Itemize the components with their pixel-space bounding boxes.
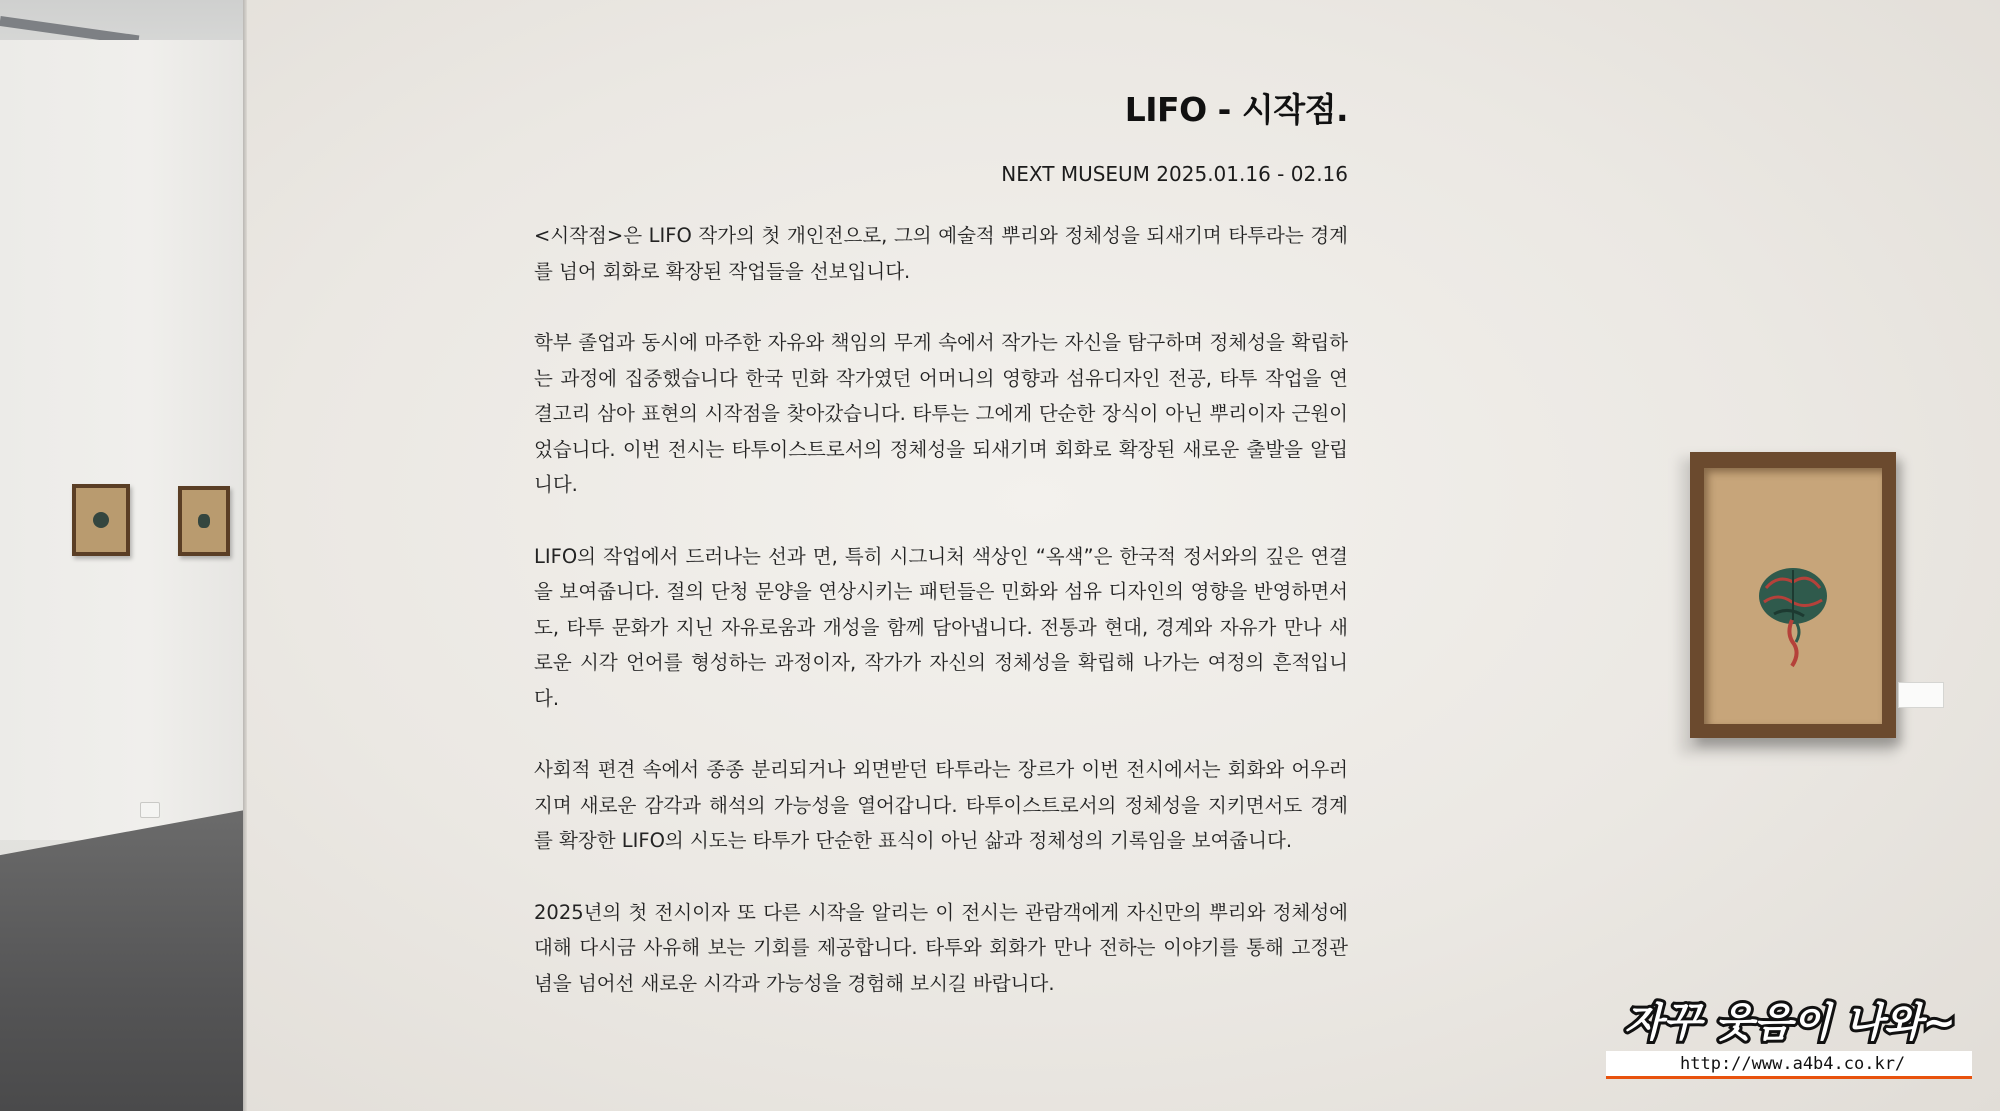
framed-artwork	[1690, 452, 1896, 738]
statement-paragraph-3: LIFO의 작업에서 드러나는 선과 면, 특히 시그니처 색상인 “옥색”은 한국적 정서와의 깊은 연결을 보여줍니다. 절의 단청 문양을 연상시키는 패턴들은 민화와 섬유 디자인의 영향을 반영하면서도, 타투 문화가 지닌 자유로움과 개성을 함께 담아냅니다. 전통과 현대, 경계와 자유가 만나 새로운 시각 언어를 형성하는 과정이자, 작가가 자신의 정체성을 확립해 나가는 여정의 흔적입니다.	[534, 544, 1348, 710]
artwork-motif	[198, 514, 210, 528]
statement-paragraph-5: 2025년의 첫 전시이자 또 다른 시작을 알리는 이 전시는 관람객에게 자신만의 뿌리와 정체성에 대해 다시금 사유해 보는 기회를 제공합니다. 타투와 회화가 만나 전하는 이야기를 통해 고정관념을 넘어선 새로운 시각과 가능성을 경험해 보시길 바랍니다.	[534, 900, 1348, 995]
artwork-board	[1704, 468, 1882, 724]
adjacent-gallery-room	[0, 0, 245, 1111]
artwork-motif	[93, 512, 109, 528]
small-framed-artwork-2	[178, 486, 230, 556]
statement-paragraph-2: 학부 졸업과 동시에 마주한 자유와 책임의 무게 속에서 작가는 자신을 탐구하며 정체성을 확립하는 과정에 집중했습니다 한국 민화 작가였던 어머니의 영향과 섬유디자인 전공, 타투 작업을 연결고리 삼아 표현의 시작점을 찾아갔습니다. 타투는 그에게 단순한 장식이 아닌 뿌리이자 근원이었습니다. 이번 전시는 타투이스트로서의 정체성을 되새기며 회화로 확장된 새로운 출발을 알립니다.	[534, 331, 1348, 496]
far-wall	[0, 40, 245, 840]
floor	[0, 810, 245, 1111]
small-framed-artwork-1	[72, 484, 130, 556]
statement-paragraph-1: <시작점>은 LIFO 작가의 첫 개인전으로, 그의 예술적 뿌리와 정체성을 되새기며 타투라는 경계를 넘어 회화로 확장된 작업들을 선보입니다.	[534, 224, 1348, 283]
wall-socket	[140, 802, 160, 818]
exhibition-statement	[534, 218, 1348, 1037]
venue-and-dates: NEXT MUSEUM 2025.01.16 - 02.16	[1001, 162, 1348, 186]
artwork-caption-label	[1898, 682, 1944, 708]
watermark-url: http://www.a4b4.co.kr/	[1680, 1054, 1906, 1074]
exhibition-title: LIFO - 시작점.	[1124, 90, 1348, 129]
wall-corner-edge	[243, 0, 247, 1111]
watermark-slogan-text: 자꾸 웃음이 나와~	[1624, 1000, 1956, 1046]
brain-tattoo-icon	[1748, 558, 1838, 668]
statement-paragraph-4: 사회적 편견 속에서 종종 분리되거나 외면받던 타투라는 장르가 이번 전시에서는 회화와 어우러지며 새로운 감각과 해석의 가능성을 열어갑니다. 타투이스트로서의 정체성을 지키면서도 경계를 확장한 LIFO의 시도는 타투가 단순한 표식이 아닌 삶과 정체성의 기록임을 보여줍니다.	[534, 758, 1348, 852]
